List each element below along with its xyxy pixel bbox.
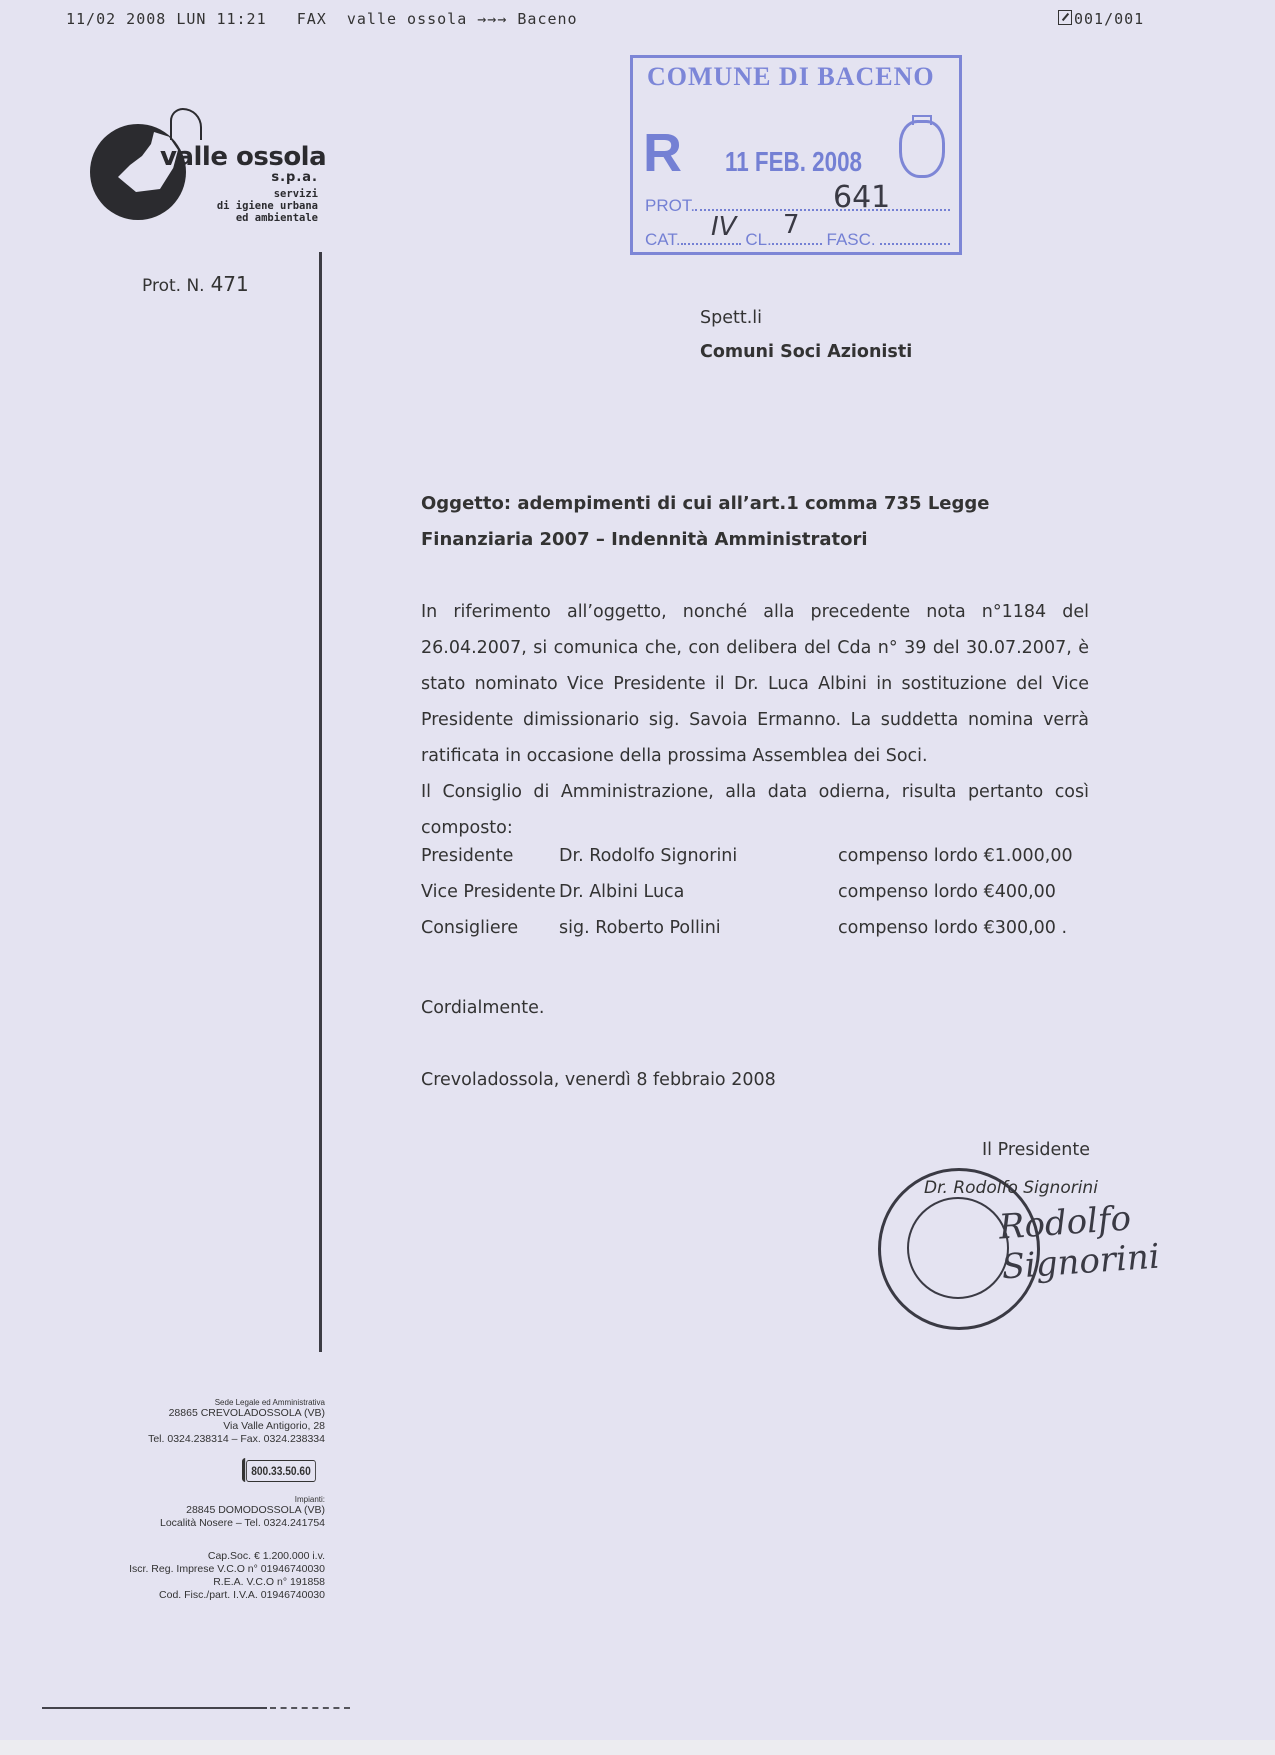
protocol-value: 471 <box>210 272 249 296</box>
footer-plants-address: Località Nosere – Tel. 0324.241754 <box>159 1517 325 1529</box>
dotted-line <box>695 197 950 211</box>
stamp-cat-label: CAT. <box>645 230 681 249</box>
recipient-salutation: Spett.li <box>700 308 762 328</box>
stamp-prot-number: 641 <box>833 180 891 215</box>
footer-registry: Iscr. Reg. Imprese V.C.O n° 01946740030 <box>129 1563 325 1575</box>
stamp-fasc-label: FASC. <box>826 230 876 249</box>
stamp-cl-value: 7 <box>783 210 800 240</box>
board-person: Dr. Albini Luca <box>559 882 685 902</box>
fax-route: valle ossola →→→ Baceno <box>346 10 578 28</box>
stamp-prot-label: PROT. <box>645 196 696 215</box>
logo-map-outline-icon <box>170 108 202 140</box>
fax-transmission-header <box>66 10 578 28</box>
bottom-rule <box>42 1707 267 1709</box>
protocol-number <box>142 272 249 296</box>
footer-headquarters <box>110 1398 325 1446</box>
fax-type: FAX <box>296 10 327 28</box>
toll-free-number: 800.33.50.60 <box>246 1460 316 1482</box>
footer-hq-label: Sede Legale ed Amministrativa <box>214 1398 325 1407</box>
footer-hq-phone: Tel. 0324.238314 – Fax. 0324.238334 <box>148 1433 325 1445</box>
company-logo <box>88 100 328 230</box>
fax-time: 11:21 <box>216 10 267 28</box>
board-row <box>421 882 1101 918</box>
footer-plants-label: Impianti: <box>294 1495 325 1504</box>
seal-inner-ring <box>907 1197 1009 1299</box>
footer-hq-city: 28865 CREVOLADOSSOLA (VB) <box>168 1407 325 1419</box>
bottom-rule-dashed <box>270 1707 350 1711</box>
footer-plants-city: 28845 DOMODOSSOLA (VB) <box>186 1504 325 1516</box>
stamp-letter: R <box>643 123 682 183</box>
footer-hq-address: Via Valle Antigorio, 28 <box>223 1420 325 1432</box>
fax-icon <box>1058 10 1072 25</box>
fax-date: 11/02 2008 <box>66 10 167 28</box>
stamp-date: 11 FEB. 2008 <box>725 146 862 177</box>
board-person: sig. Roberto Pollini <box>559 918 721 938</box>
fax-page-counter <box>1058 10 1144 28</box>
fax-day: LUN <box>176 10 207 28</box>
stamp-title: COMUNE DI BACENO <box>647 62 935 91</box>
coat-of-arms-icon <box>899 120 945 178</box>
receipt-stamp <box>630 55 962 255</box>
board-list <box>421 846 1101 954</box>
logo-suffix: s.p.a. <box>271 170 318 185</box>
signatory-name: Dr. Rodolfo Signorini <box>924 1178 1098 1198</box>
stamp-cat-value: IV <box>711 212 737 242</box>
protocol-label: Prot. N. <box>142 276 205 296</box>
tagline-line: di igiene urbana <box>216 200 318 212</box>
signatory-title: Il Presidente <box>982 1140 1090 1160</box>
tagline-line: servizi <box>273 188 318 200</box>
footer-tax-code: Cod. Fisc./part. I.V.A. 01946740030 <box>159 1589 325 1601</box>
margin-divider <box>319 252 322 1352</box>
board-compensation: compenso lordo €1.000,00 <box>838 846 1073 866</box>
board-compensation: compenso lordo €400,00 <box>838 882 1056 902</box>
scan-border <box>0 1740 1275 1755</box>
recipient-block <box>700 308 912 362</box>
board-person: Dr. Rodolfo Signorini <box>559 846 738 866</box>
logo-tagline <box>217 188 318 224</box>
letter-paragraph: Il Consiglio di Amministrazione, alla data odierna, risulta pertanto così composto: <box>421 782 1089 838</box>
board-role: Vice Presidente <box>421 882 556 902</box>
letter-closing: Cordialmente. <box>421 998 545 1018</box>
fax-page-number: 001/001 <box>1074 10 1145 28</box>
footer-rea: R.E.A. V.C.O n° 191858 <box>213 1576 325 1588</box>
place-and-date: Crevoladossola, venerdì 8 febbraio 2008 <box>421 1070 776 1090</box>
dotted-line <box>880 231 950 245</box>
handwritten-signature: Rodolfo Signorini <box>997 1198 1161 1288</box>
tagline-line: ed ambientale <box>235 212 318 224</box>
stamp-cl-label: CL. <box>745 230 772 249</box>
letter-subject: Oggetto: adempimenti di cui all’art.1 comma 735 Legge Finanziaria 2007 – Indennità Amministratori <box>421 493 990 550</box>
board-role: Presidente <box>421 846 514 866</box>
board-role: Consigliere <box>421 918 519 938</box>
board-compensation: compenso lordo €300,00 . <box>838 918 1068 938</box>
recipient-name: Comuni Soci Azionisti <box>700 342 913 362</box>
board-row <box>421 918 1101 954</box>
board-row <box>421 846 1101 882</box>
footer-capital: Cap.Soc. € 1.200.000 i.v. <box>207 1550 325 1562</box>
letter-paragraph: In riferimento all’oggetto, nonché alla precedente nota n°1184 del 26.04.2007, si comunica che, con delibera del Cda n° 39 del 30.07.2007, è stato nominato Vice Presidente il Dr. Luca Albini in sostituzione del Vice Presidente dimissionario sig. Savoia Ermanno. La suddetta nomina verrà ratificata in occasione della prossima Assemblea dei Soci. <box>421 602 1089 766</box>
logo-name: valle ossola <box>160 142 327 172</box>
footer-legal <box>110 1550 325 1602</box>
footer-plants <box>110 1495 325 1530</box>
